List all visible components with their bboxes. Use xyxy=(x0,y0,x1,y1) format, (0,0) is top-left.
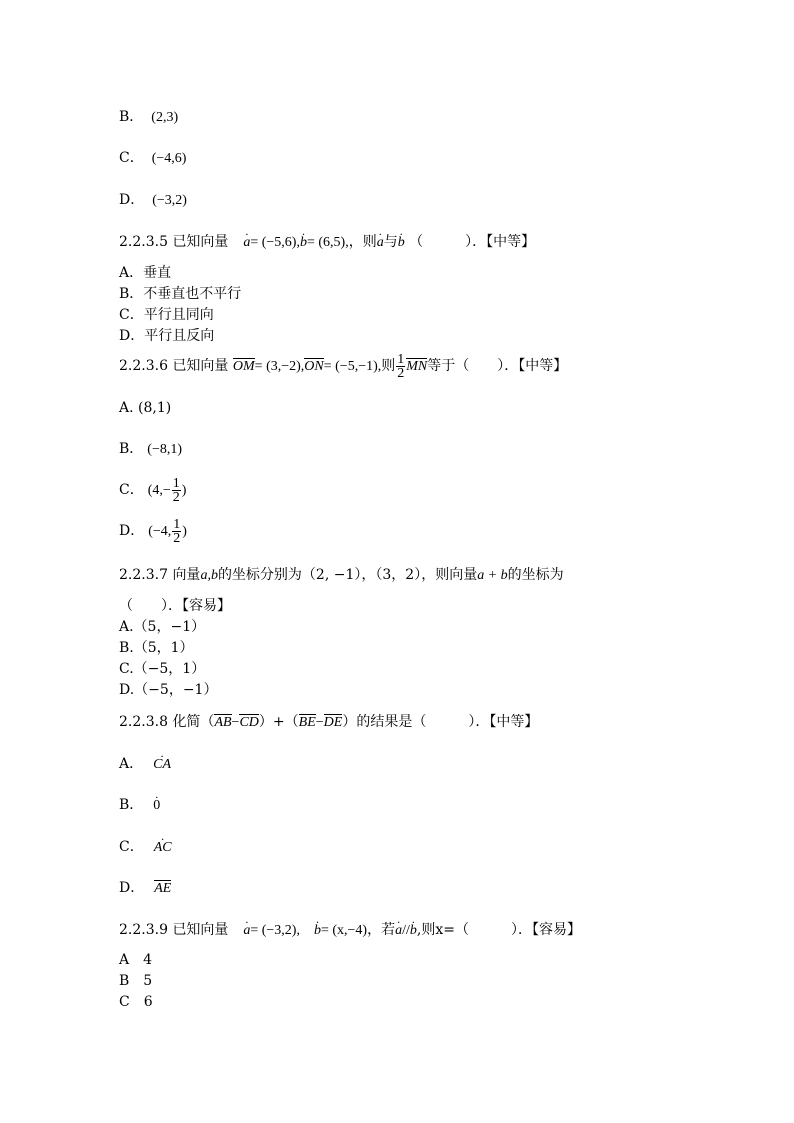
option-d: D．平行且反向 xyxy=(119,328,215,344)
question-2-2-3-7: 2.2.3.7 向量a,b的坐标分别为（2, −1），（3，2），则向量a + b的坐标为 xyxy=(119,567,564,583)
question-2-2-3-9: 2.2.3.9 已知向量 a ·= (−3,2), b ·= (x,−4)，若a ·//b ·,则x=（ ）．【容易】 xyxy=(119,921,581,940)
option-b: B 5 xyxy=(119,973,153,989)
option-d: D.（−5，−1） xyxy=(119,682,218,698)
question-2-2-3-7-line2: （ ）．【容易】 xyxy=(119,598,231,614)
option-c: C．平行且同向 xyxy=(119,307,214,323)
option-a: A．垂直 xyxy=(119,265,172,281)
option-b: B． (−8,1) xyxy=(119,441,183,457)
option-c: C． AC · xyxy=(119,838,172,857)
option-b: B． (2,3) xyxy=(119,109,179,125)
option-b: B．不垂直也不平行 xyxy=(119,286,242,302)
option-d: D． (−4, $\frac{1}{2}$ ) xyxy=(119,516,187,546)
option-a: A.（5，−1） xyxy=(119,619,206,635)
option-b: B． 0 · xyxy=(119,796,160,815)
option-c: C 6 xyxy=(119,994,153,1010)
option-d: D． AE xyxy=(119,880,172,896)
question-2-2-3-5: 2.2.3.5 已知向量 a ·= (−5,6),b ·= (6,5),，则a ·与b · （ ）．【中等】 xyxy=(119,233,535,252)
option-d: D． (−3,2) xyxy=(119,192,187,208)
option-a: A 4 xyxy=(119,952,153,968)
question-2-2-3-8: 2.2.3.8 化简（AB−CD）+（BE−DE）的结果是（ ）．【中等】 xyxy=(119,714,539,730)
option-c: C． (−4,6) xyxy=(119,150,187,166)
option-b: B.（5，1） xyxy=(119,640,194,656)
option-c: C． (4,− $\frac{1}{2}$ ) xyxy=(119,475,187,505)
option-a: A． CA · xyxy=(119,755,171,774)
question-2-2-3-6: 2.2.3.6 已知向量 OM= (3,−2),ON= (−5,−1),则 $\frac{1}{2}$ MN等于（ ）．【中等】 xyxy=(119,351,568,381)
option-c: C.（−5，1） xyxy=(119,661,206,677)
option-a: A. (8,1) xyxy=(119,400,172,416)
